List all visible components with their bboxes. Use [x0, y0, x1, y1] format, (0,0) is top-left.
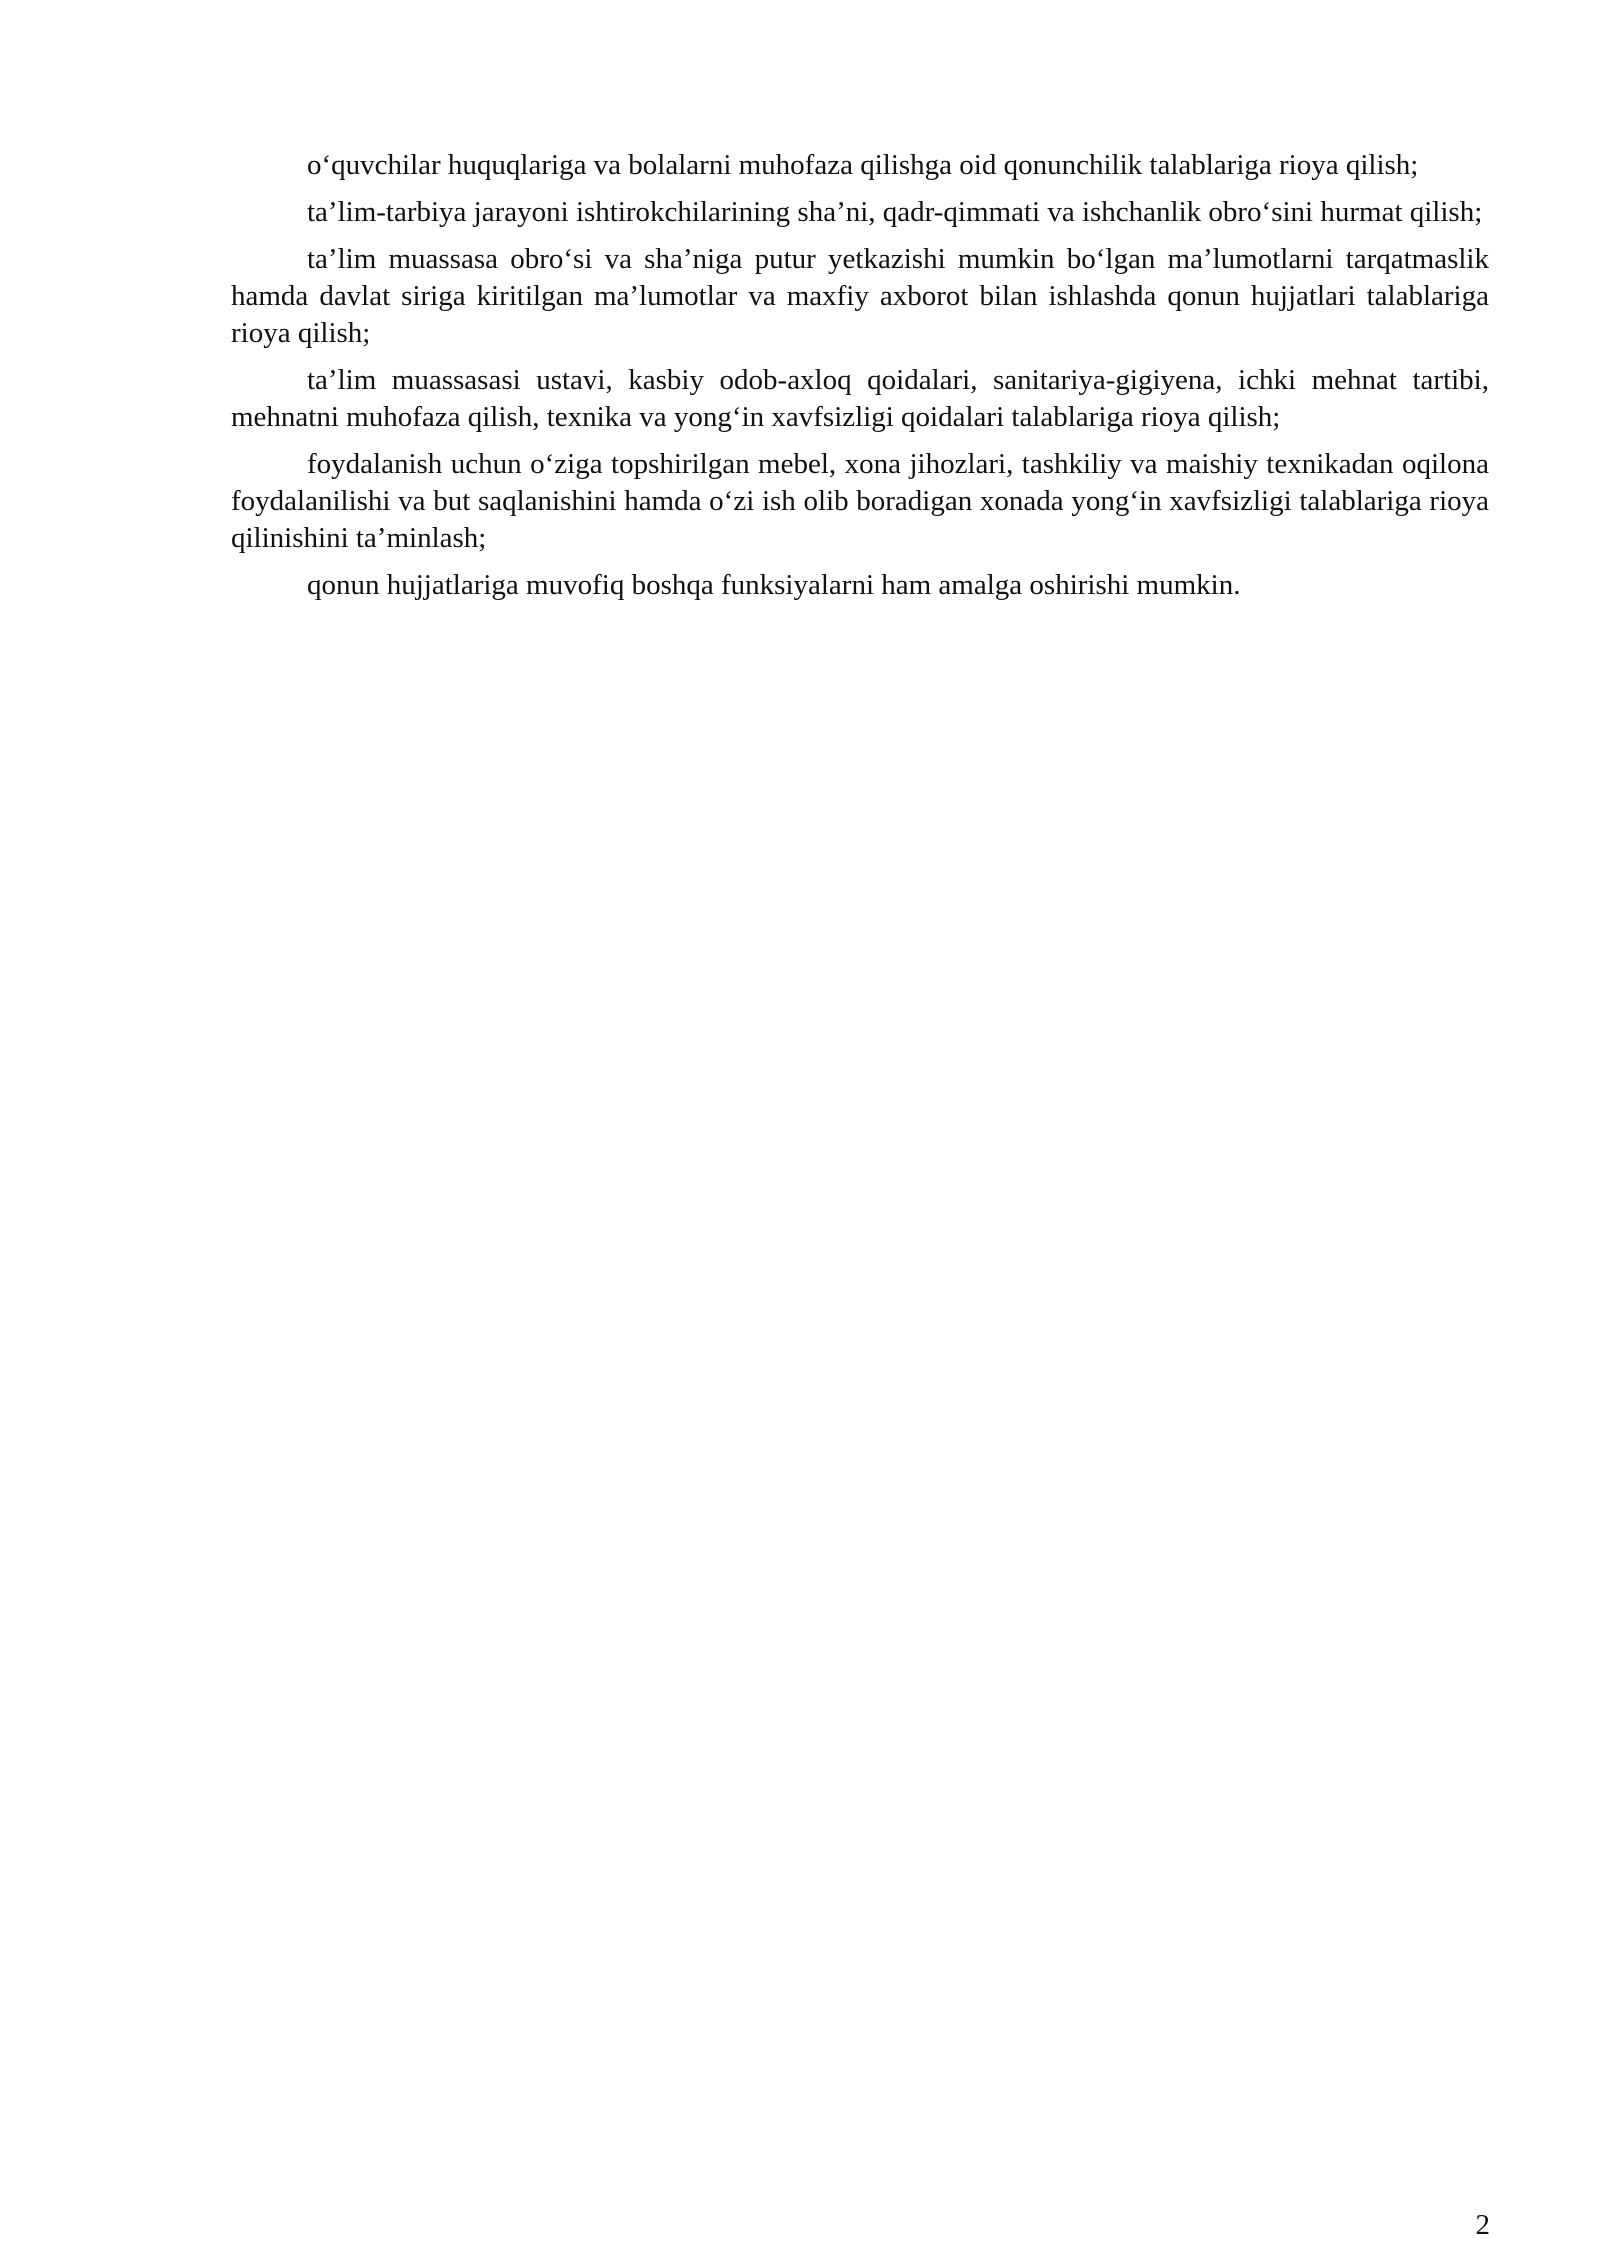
paragraph-5: foydalanish uchun o‘ziga topshirilgan mebel, xona jihozlari, tashkiliy va maishiy texnikadan oqilona foydalanilishi va but saqlanishini hamda o‘zi ish olib boradigan xonada yong‘in xavfsizligi talablariga rioya qilinishini ta’minlash; — [231, 448, 1489, 554]
paragraph-2: ta’lim-tarbiya jarayoni ishtirokchilarining sha’ni, qadr-qimmati va ishchanlik obro‘sini hurmat qilish; — [307, 196, 1483, 228]
document-body — [231, 147, 1489, 614]
paragraph-1: o‘quvchilar huquqlariga va bolalarni muhofaza qilishga oid qonunchilik talablariga rioya qilish; — [307, 149, 1419, 181]
page-number: 2 — [1475, 2209, 1490, 2241]
paragraph-6: qonun hujjatlariga muvofiq boshqa funksiyalarni ham amalga oshirishi mumkin. — [307, 569, 1241, 601]
paragraph-4: ta’lim muassasasi ustavi, kasbiy odob-axloq qoidalari, sanitariya-gigiyena, ichki mehnat tartibi, mehnatni muhofaza qilish, texnika va yong‘in xavfsizligi qoidalari talablariga rioya qilish; — [231, 364, 1489, 433]
paragraph-3: ta’lim muassasa obro‘si va sha’niga putur yetkazishi mumkin bo‘lgan ma’lumotlarni tarqatmaslik hamda davlat siriga kiritilgan ma’lumotlar va maxfiy axborot bilan ishlashda qonun hujjatlari talablariga rioya qilish; — [231, 243, 1489, 349]
